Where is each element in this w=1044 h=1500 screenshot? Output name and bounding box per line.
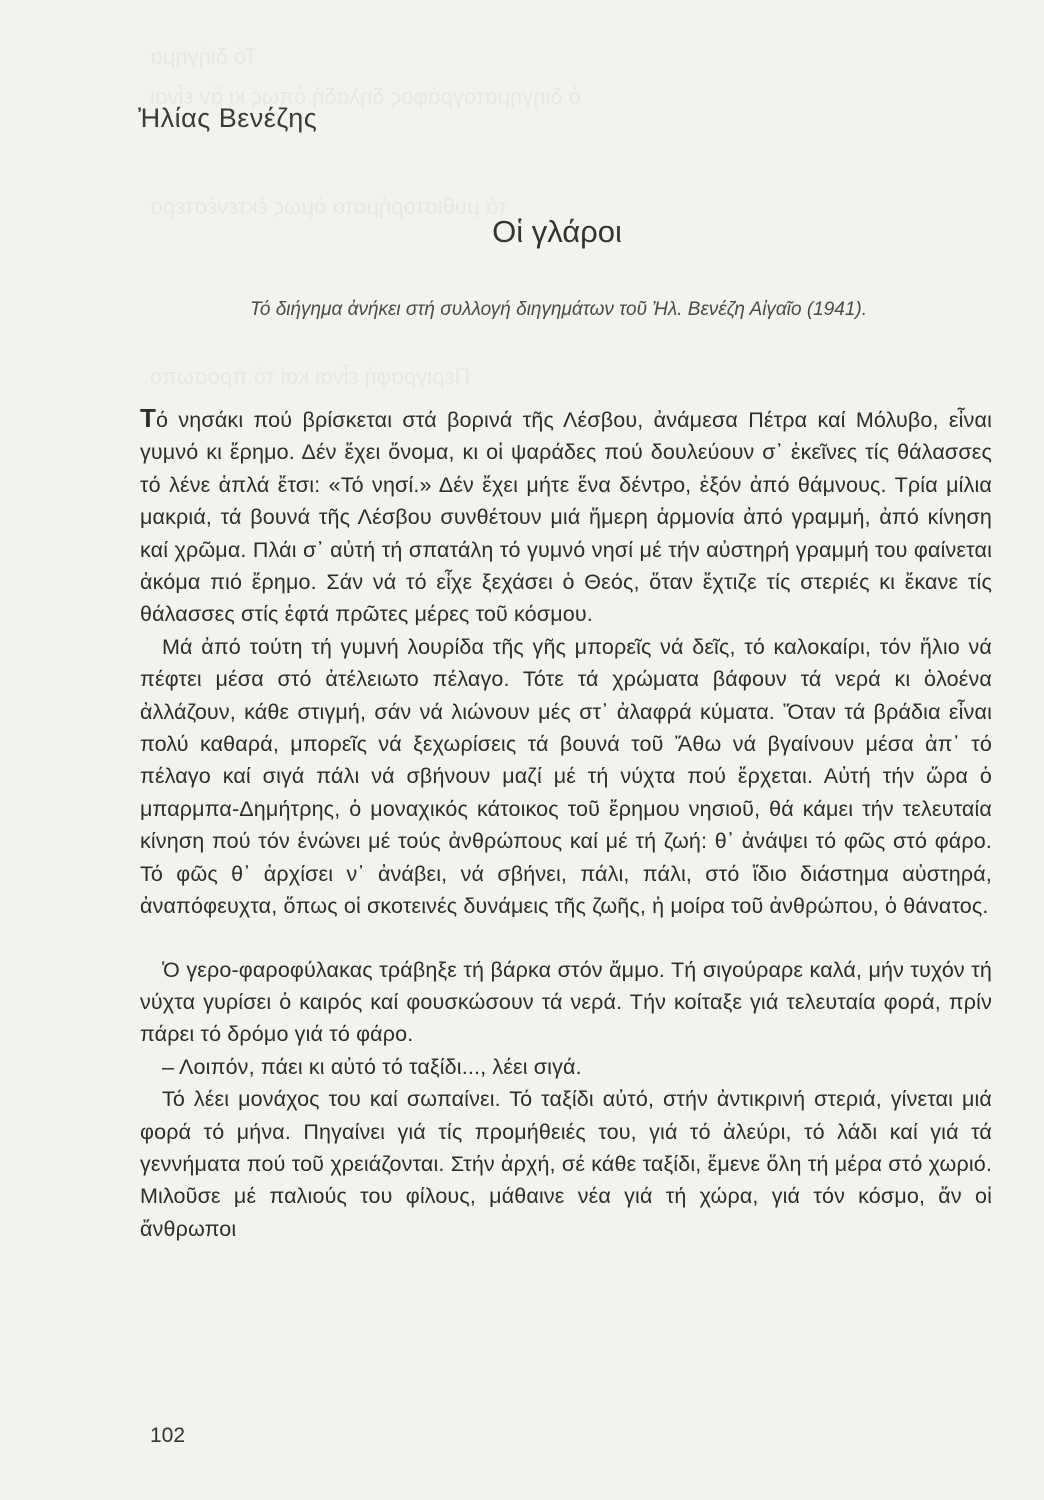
paragraph: Τό λέει μονάχος του καί σωπαίνει. Τό ταξίδι αὐτό, στήν ἀντικρινή στεριά, γίνεται μιά φορά τό μήνα. Πηγαίνει γιά τίς προμήθειές του, γιά τό ἀλεύρι, τό λάδι καί γιά τά γεννήματα πού τοῦ χρειάζονται. Στήν ἀρχή, σέ κάθε ταξίδι, ἔμενε ὅλη τή μέρα στό χωριό. Μιλοῦσε μέ παλιούς του φίλους, μάθαινε νέα γιά τή χώρα, γιά τόν κόσμο, ἄν οἱ ἄνθρωποι	[140, 1087, 992, 1241]
author-name: Ἠλίας Βενέζης	[138, 103, 318, 133]
source-note: Τό διήγημα ἀνήκει στή συλλογή διηγημάτων τοῦ Ἠλ. Βενέζη Αἰγαῖο (1941).	[250, 299, 868, 320]
bleed-through-text	[150, 40, 257, 74]
section-gap	[140, 923, 992, 954]
bleed-through-text	[150, 360, 470, 394]
story-title: Οἱ γλάροι	[492, 214, 622, 249]
dialogue-line: – Λοιπόν, πάει κι αὐτό τό ταξίδι..., λέει σιγά.	[162, 1054, 582, 1079]
paragraph: Ὁ γερο-φαροφύλακας τράβηξε τή βάρκα στόν ἄμμο. Τή σιγούραρε καλά, μήν τυχόν τή νύχτα γυρίσει ὁ καιρός καί φουσκώσουν τά νερά. Τήν κοίταξε γιά τελευταία φορά, πρίν πάρει τό δρόμο γιά τό φάρο.	[140, 957, 992, 1047]
paragraph: Τό νησάκι πού βρίσκεται στά βορινά τῆς Λέσβου, ἀνάμεσα Πέτρα καί Μόλυβο, εἶναι γυμνό κι ἔρημο. Δέν ἔχει ὄνομα, κι οἱ ψαράδες πού δουλεύουν σ᾿ ἐκεῖνες τίς θάλασσες τό λένε ἁπλά ἔτσι: «Τό νησί.» Δέν ἔχει μήτε ἕνα δέντρο, ἐξόν ἀπό θάμνους. Τρία μίλια μακριά, τά βουνά τῆς Λέσβου συνθέτουν μιά ἥμερη ἁρμονία ἀπό γραμμή, ἀπό κίνηση καί χρῶμα. Πλάι σ᾿ αὐτή τή σπατάλη τό γυμνό νησί μέ τήν αὐστηρή γραμμή του φαίνεται ἀκόμα πιό ἔρημο. Σάν νά τό εἶχε ξεχάσει ὁ Θεός, ὅταν ἔχτιζε τίς στεριές κι ἔκανε τίς θάλασσες στίς ἑφτά πρῶτες μέρες τοῦ κόσμου.	[140, 403, 992, 627]
story-body	[140, 402, 992, 1245]
paragraph: Μά ἀπό τούτη τή γυμνή λουρίδα τῆς γῆς μπορεῖς νά δεῖς, τό καλοκαίρι, τόν ἥλιο νά πέφτει μέσα στό ἀτέλειωτο πέλαγο. Τότε τά χρώματα βάφουν τά νερά κι ὁλοένα ἀλλάζουν, κάθε στιγμή, σάν νά λιώνουν μές στ᾿ ἀλαφρά κύματα. Ὅταν τά βράδια εἶναι πολύ καθαρά, μπορεῖς νά ξεχωρίσεις τά βουνά τοῦ Ἄθω νά βγαίνουν μέσα ἀπ᾿ τό πέλαγο καί σιγά πάλι νά σβήνουν μαζί μέ τή νύχτα πού ἔρχεται. Αὐτή τήν ὥρα ὁ μπαρμπα-Δημήτρης, ὁ μοναχικός κάτοικος τοῦ ἔρημου νησιοῦ, θά κάμει τήν τελευταία κίνηση πού τόν ἑνώνει μέ τούς ἀνθρώπους καί μέ τή ζωή: θ᾿ ἀνάψει τό φῶς στό φάρο. Τό φῶς θ᾿ ἀρχίσει ν᾿ ἀνάβει, νά σβήνει, πάλι, πάλι, στό ἴδιο διάστημα αὐστηρά, ἀναπόφευχτα, ὅπως οἱ σκοτεινές δυνάμεις τῆς ζωῆς, ἡ μοίρα τοῦ ἀνθρώπου, ὁ θάνατος.	[140, 634, 992, 919]
page-number: 102	[150, 1424, 186, 1447]
